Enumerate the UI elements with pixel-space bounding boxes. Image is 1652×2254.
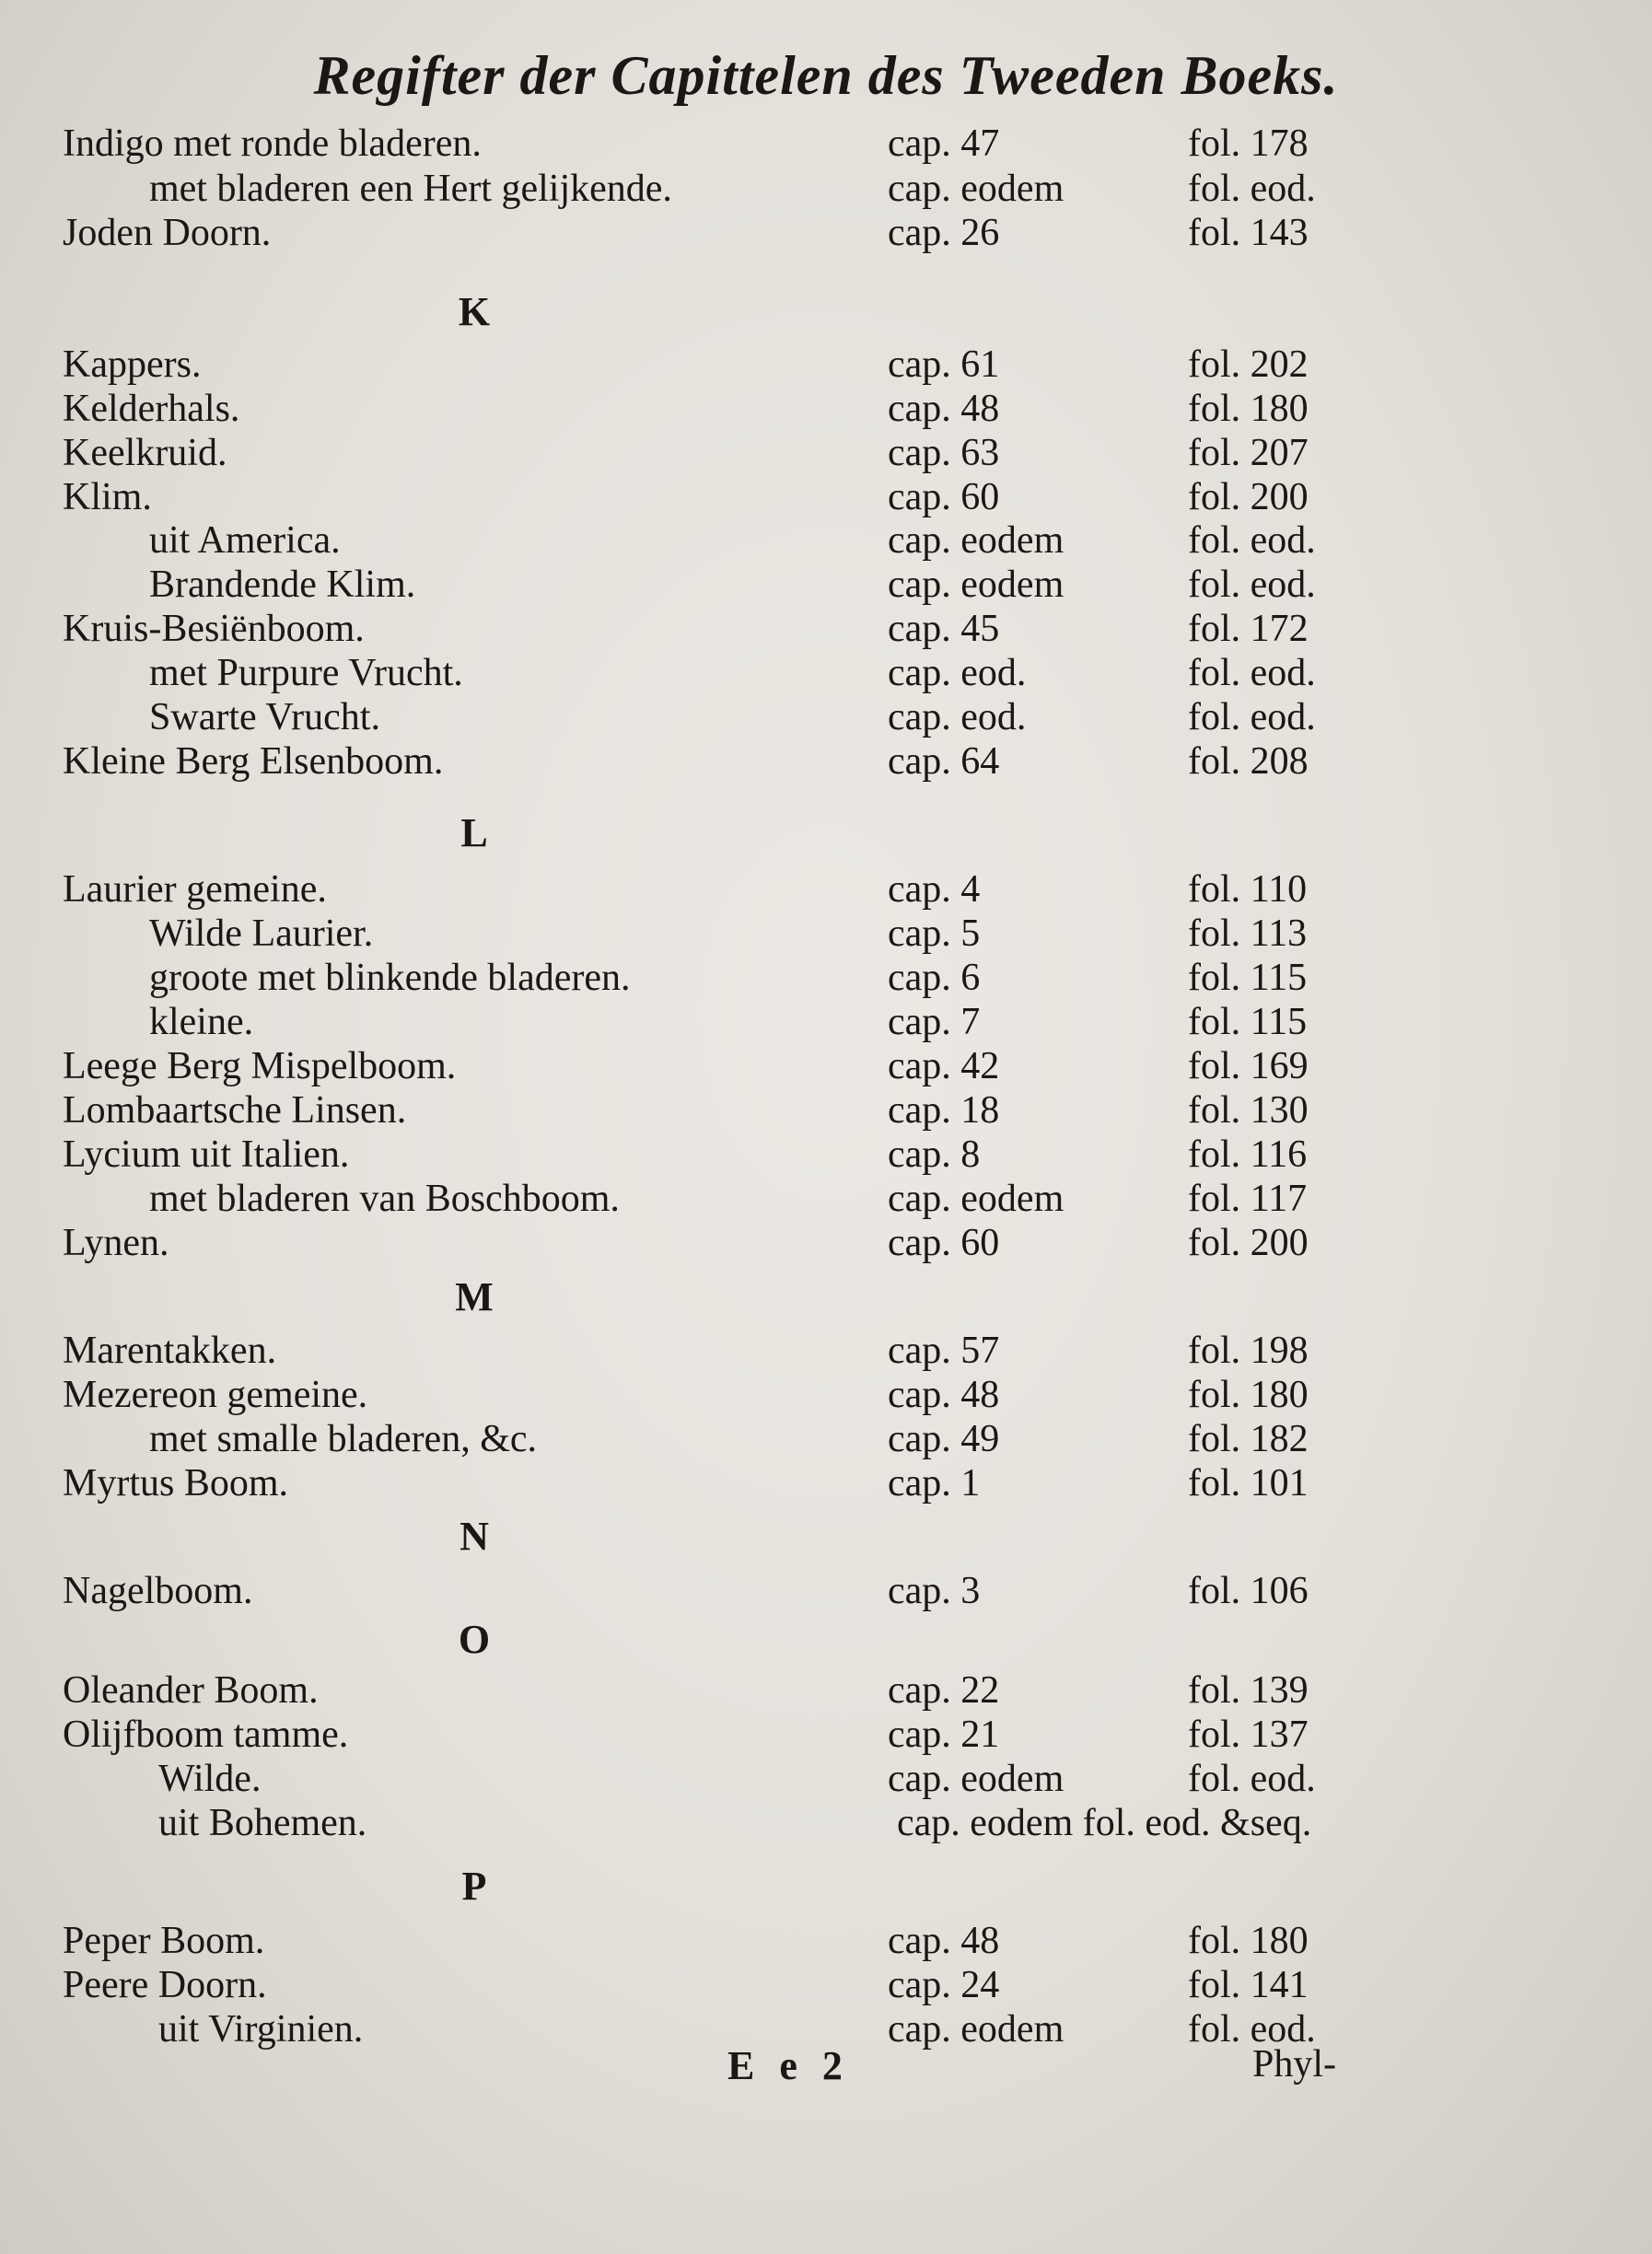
entry-name: Kappers.: [63, 343, 202, 386]
entry-row: [0, 1329, 1652, 1373]
section-letter-n: N: [460, 1514, 489, 1559]
entry-row: [0, 122, 1652, 166]
entry-cap: cap. 48: [888, 388, 1000, 430]
entry-row: [0, 1373, 1652, 1417]
entry-fol: fol. 198: [1188, 1330, 1309, 1372]
entry-fol: fol. eod.: [1188, 564, 1316, 606]
entry-cap: cap. 64: [888, 740, 1000, 783]
entry-fol: fol. eod.: [1188, 1758, 1316, 1800]
entry-fol: fol. eod.: [1188, 2008, 1316, 2051]
entry-row: [0, 211, 1652, 255]
entry-name: Lynen.: [63, 1222, 169, 1264]
entry-fol: fol. 143: [1188, 212, 1309, 254]
page-header: Regifter der Capittelen des Tweeden Boeks.: [313, 45, 1339, 106]
entry-name: Swarte Vrucht.: [149, 696, 380, 738]
section-letter-m: M: [455, 1274, 494, 1319]
entry-cap: cap. 8: [888, 1133, 981, 1176]
entry-name: Laurier gemeine.: [63, 868, 327, 911]
entry-fol: fol. 178: [1188, 122, 1309, 165]
entry-fol: fol. 200: [1188, 476, 1309, 518]
entry-cap: cap. 60: [888, 1222, 1000, 1264]
entry-cap: cap. 47: [888, 122, 1000, 165]
entry-cap: cap. eodem: [888, 168, 1064, 210]
entry-fol: fol. eod.: [1188, 519, 1316, 562]
entry-cap: cap. 49: [888, 1418, 1000, 1460]
entry-name: Kelderhals.: [63, 388, 240, 430]
entry-name: uit Bohemen.: [158, 1802, 367, 1844]
entry-name: Wilde.: [158, 1758, 262, 1800]
entry-cap: cap. 22: [888, 1669, 1000, 1712]
entry-row: [0, 739, 1652, 784]
entry-fol: fol. 180: [1188, 388, 1309, 430]
entry-name: Olijfboom tamme.: [63, 1714, 349, 1756]
entry-name: Nagelboom.: [63, 1570, 253, 1612]
entry-row: [0, 1221, 1652, 1265]
entry-cap: cap. 1: [888, 1462, 981, 1505]
entry-name: Kleine Berg Elsenboom.: [63, 740, 444, 783]
entry-row: [0, 1044, 1652, 1088]
entry-row: [0, 651, 1652, 695]
entry-row: [0, 1088, 1652, 1133]
entry-name: Kruis-Besiënboom.: [63, 608, 365, 650]
entry-row: [0, 1461, 1652, 1505]
entry-fol: fol. eod.: [1188, 652, 1316, 694]
entry-fol: fol. 180: [1188, 1920, 1309, 1962]
entry-row: [0, 1417, 1652, 1461]
entry-cap: cap. eodem: [888, 1178, 1064, 1220]
entry-cap-fol: cap. eodem fol. eod. &seq.: [897, 1802, 1312, 1844]
entry-name: Keelkruid.: [63, 432, 227, 474]
entry-row: [0, 1668, 1652, 1713]
entry-cap: cap. 6: [888, 957, 981, 999]
entry-cap: cap. eodem: [888, 564, 1064, 606]
entry-row: [0, 1569, 1652, 1613]
entry-cap: cap. 26: [888, 212, 1000, 254]
entry-cap: cap. eod.: [888, 696, 1027, 738]
entry-cap: cap. eodem: [888, 1758, 1064, 1800]
signature-mark: E e 2: [727, 2043, 850, 2088]
entry-fol: fol. 182: [1188, 1418, 1309, 1460]
entry-row: [0, 475, 1652, 519]
entry-fol: fol. 202: [1188, 343, 1309, 386]
entry-row: [0, 431, 1652, 475]
entry-name: met Purpure Vrucht.: [149, 652, 463, 694]
entry-row: [0, 1919, 1652, 1963]
entry-row: [0, 1713, 1652, 1757]
entry-cap: cap. 48: [888, 1374, 1000, 1416]
catchword: Phyl-: [1252, 2043, 1337, 2086]
entry-fol: fol. 139: [1188, 1669, 1309, 1712]
entry-cap: cap. 21: [888, 1714, 1000, 1756]
entry-cap: cap. 7: [888, 1001, 981, 1043]
entry-name: met bladeren van Boschboom.: [149, 1178, 620, 1220]
entry-cap: cap. 57: [888, 1330, 1000, 1372]
entry-fol: fol. 180: [1188, 1374, 1309, 1416]
entry-fol: fol. eod.: [1188, 696, 1316, 738]
entry-name: Peere Doorn.: [63, 1964, 267, 2006]
entry-fol: fol. 141: [1188, 1964, 1309, 2006]
entry-cap: cap. 18: [888, 1089, 1000, 1132]
entry-row: [0, 1133, 1652, 1177]
entry-cap: cap. 60: [888, 476, 1000, 518]
entry-fol: fol. 130: [1188, 1089, 1309, 1132]
section-letter-l: L: [460, 810, 488, 855]
entry-name: kleine.: [149, 1001, 254, 1043]
entry-cap: cap. eodem: [888, 2008, 1064, 2051]
entry-name: Peper Boom.: [63, 1920, 265, 1962]
entry-cap: cap. 45: [888, 608, 1000, 650]
entry-row: [0, 343, 1652, 387]
section-letter-p: P: [461, 1864, 487, 1909]
entry-fol: fol. 101: [1188, 1462, 1309, 1505]
entry-cap: cap. 3: [888, 1570, 981, 1612]
entry-cap: cap. 24: [888, 1964, 1000, 2006]
entry-row: [0, 1177, 1652, 1221]
entry-row: [0, 867, 1652, 912]
entry-name: Klim.: [63, 476, 152, 518]
entry-fol: fol. 110: [1188, 868, 1308, 911]
entry-fol: fol. 200: [1188, 1222, 1309, 1264]
entry-name: uit America.: [149, 519, 341, 562]
entry-name: met bladeren een Hert gelijkende.: [149, 168, 672, 210]
entry-fol: fol. 106: [1188, 1570, 1309, 1612]
entry-row: [0, 167, 1652, 211]
entry-name: groote met blinkende bladeren.: [149, 957, 631, 999]
entry-fol: fol. 172: [1188, 608, 1309, 650]
entry-name: Marentakken.: [63, 1330, 277, 1372]
entry-cap: cap. 61: [888, 343, 1000, 386]
entry-cap: cap. 48: [888, 1920, 1000, 1962]
entry-name: Lycium uit Italien.: [63, 1133, 350, 1176]
entry-row: [0, 912, 1652, 956]
entry-fol: fol. 116: [1188, 1133, 1308, 1176]
entry-name: Brandende Klim.: [149, 564, 416, 606]
entry-fol: fol. eod.: [1188, 168, 1316, 210]
entry-name: Mezereon gemeine.: [63, 1374, 368, 1416]
entry-row: [0, 607, 1652, 651]
entry-fol: fol. 113: [1188, 912, 1308, 955]
entry-row: [0, 1757, 1652, 1801]
entry-row: [0, 1000, 1652, 1044]
entry-row: [0, 1801, 1652, 1845]
entry-name: uit Virginien.: [158, 2008, 364, 2051]
entry-name: Lombaartsche Linsen.: [63, 1089, 407, 1132]
entry-name: Indigo met ronde bladeren.: [63, 122, 482, 165]
entry-name: Joden Doorn.: [63, 212, 272, 254]
entry-row: [0, 956, 1652, 1000]
entry-name: Leege Berg Mispelboom.: [63, 1045, 457, 1087]
entry-fol: fol. 208: [1188, 740, 1309, 783]
section-letter-k: K: [458, 289, 491, 334]
entry-row: [0, 518, 1652, 563]
entry-fol: fol. 115: [1188, 1001, 1308, 1043]
entry-name: Oleander Boom.: [63, 1669, 319, 1712]
entry-cap: cap. 5: [888, 912, 981, 955]
entry-fol: fol. 117: [1188, 1178, 1308, 1220]
entry-row: [0, 695, 1652, 739]
entry-cap: cap. 4: [888, 868, 981, 911]
entry-cap: cap. 42: [888, 1045, 1000, 1087]
entry-name: Wilde Laurier.: [149, 912, 374, 955]
entry-fol: fol. 137: [1188, 1714, 1309, 1756]
entry-fol: fol. 169: [1188, 1045, 1309, 1087]
entry-name: met smalle bladeren, &c.: [149, 1418, 538, 1460]
entry-row: [0, 387, 1652, 431]
entry-row: [0, 1963, 1652, 2007]
section-letter-o: O: [458, 1617, 491, 1662]
entry-cap: cap. eod.: [888, 652, 1027, 694]
entry-cap: cap. eodem: [888, 519, 1064, 562]
entry-cap: cap. 63: [888, 432, 1000, 474]
entry-fol: fol. 207: [1188, 432, 1309, 474]
entry-row: [0, 563, 1652, 607]
entry-name: Myrtus Boom.: [63, 1462, 289, 1505]
entry-fol: fol. 115: [1188, 957, 1308, 999]
